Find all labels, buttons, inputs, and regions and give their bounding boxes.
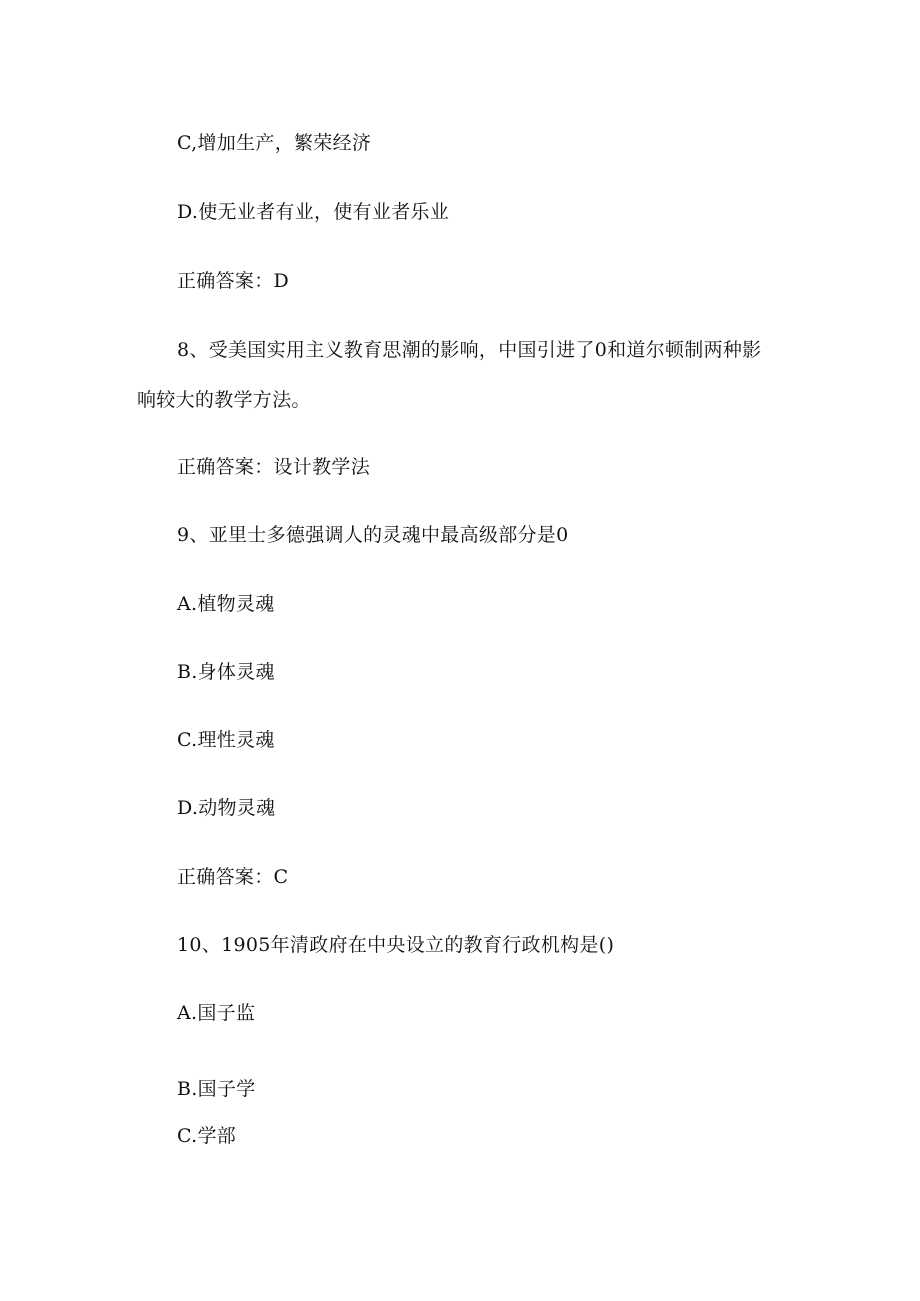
q9-question: 9、亚里士多德强调人的灵魂中最高级部分是0 xyxy=(177,524,569,546)
q10-option-c: C.学部 xyxy=(177,1125,237,1147)
q9-option-c: C.理性灵魂 xyxy=(177,729,275,751)
q7-option-c: C,增加生产，繁荣经济 xyxy=(177,132,372,154)
q7-answer: 正确答案：D xyxy=(177,270,290,292)
q9-option-d: D.动物灵魂 xyxy=(177,797,276,819)
q8-question-line-2: 响较大的教学方法。 xyxy=(137,389,311,411)
q10-option-b: B.国子学 xyxy=(177,1078,256,1100)
q8-answer: 正确答案：设计教学法 xyxy=(177,456,371,478)
q9-answer: 正确答案：C xyxy=(177,866,289,888)
q8-question-line-1: 8、受美国实用主义教育思潮的影响，中国引进了0和道尔顿制两种影 xyxy=(177,339,762,361)
q7-option-d: D.使无业者有业，使有业者乐业 xyxy=(177,201,450,223)
q9-option-b: B.身体灵魂 xyxy=(177,661,275,683)
q9-option-a: A.植物灵魂 xyxy=(177,593,275,615)
q10-question: 10、1905年清政府在中央设立的教育行政机构是() xyxy=(177,934,615,956)
q10-option-a: A.国子监 xyxy=(177,1002,256,1024)
